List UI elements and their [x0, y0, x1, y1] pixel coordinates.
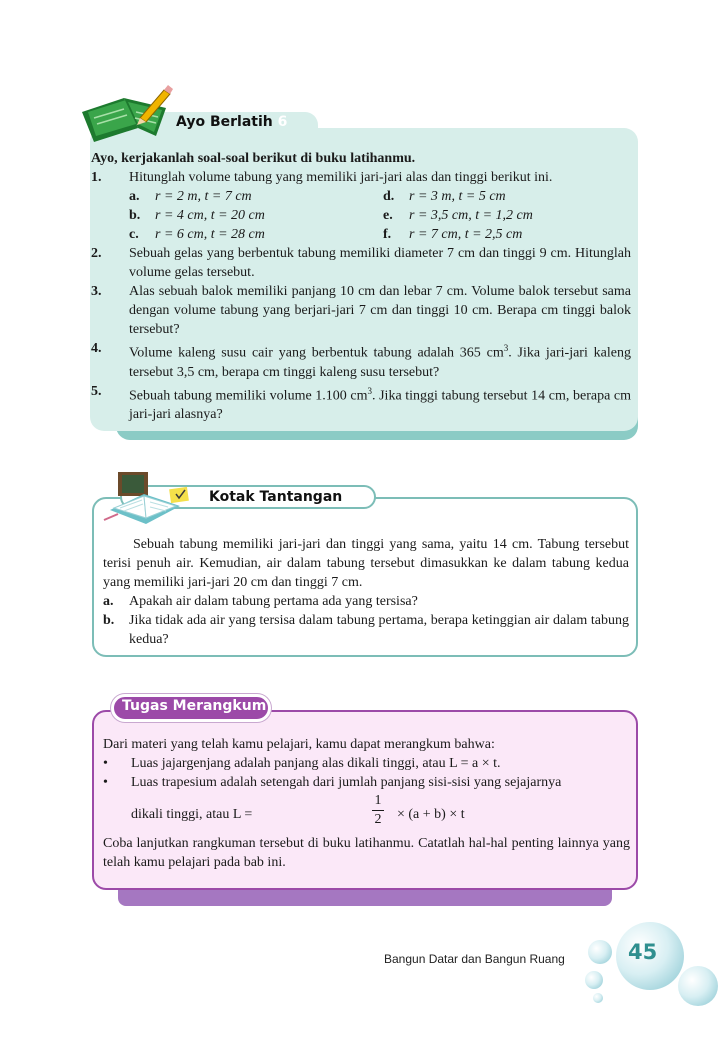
sub-question-f: f. r = 7 cm, t = 2,5 cm	[383, 227, 523, 242]
question-number: 5.	[91, 383, 102, 399]
question-text: Hitunglah volume tabung yang memiliki jari-jari alas dan tinggi berikut ini.	[129, 170, 553, 185]
challenge-item-label: b.	[103, 613, 115, 628]
sub-question-a: a. r = 2 m, t = 7 cm	[129, 189, 252, 204]
page-number: 45	[628, 940, 658, 964]
question-number: 3.	[91, 284, 102, 299]
challenge-item-label: a.	[103, 594, 114, 609]
challenge-paragraph: Sebuah tabung memiliki jari-jari dan tinggi yang sama, yaitu 14 cm. Tabung tersebut terisi penuh air. Kemudian, air dalam tabung tersebut dimasukkan ke dalam tabung kedua yang memiliki jari-jari 20 cm dan tinggi 7 cm.	[103, 537, 629, 590]
summary-closing: Coba lanjutkan rangkuman tersebut di buku latihanmu. Catatlah hal-hal penting lainnya yang telah kamu pelajari pada bab ini.	[103, 836, 630, 870]
kotak-tantangan-title: Kotak Tantangan	[209, 489, 343, 505]
question-2	[91, 244, 631, 282]
formula-prefix: dikali tinggi, atau L =	[131, 807, 253, 822]
fraction-denominator: 2	[374, 812, 382, 827]
question-number: 1.	[91, 170, 102, 185]
ayo-berlatih-number: 6	[277, 114, 288, 130]
sub-question-row	[91, 206, 631, 225]
question-text: Sebuah tabung memiliki volume 1.100 $cm^3$. Jika tinggi tabung tersebut 14 cm, berapa cm jari-jari alasnya?	[129, 385, 631, 423]
question-number: 4.	[91, 341, 102, 356]
fraction-numerator: 1	[372, 792, 384, 811]
fraction-one-half	[372, 792, 384, 829]
ayo-berlatih-intro: Ayo, kerjakanlah soal-soal berikut di buku latihanmu.	[91, 151, 416, 166]
bullet: •	[103, 775, 108, 790]
summary-bullet-1	[103, 754, 630, 773]
open-book-icon	[100, 470, 200, 526]
decorative-bubbles-icon	[580, 900, 728, 1046]
sub-question-d: d. r = 3 m, t = 5 cm	[383, 189, 506, 204]
challenge-item-text: Apakah air dalam tabung pertama ada yang tersisa?	[129, 594, 418, 609]
summary-bullet-text: Luas jajargenjang adalah panjang alas dikali tinggi, atau L = a × t.	[131, 756, 501, 771]
tugas-merangkum-title: Tugas Merangkum	[122, 698, 267, 714]
book-pencil-icon	[80, 82, 176, 144]
sub-question-row	[91, 187, 631, 206]
challenge-item-text: Jika tidak ada air yang tersisa dalam tabung pertama, berapa ketinggian air dalam tabung kedua?	[129, 613, 629, 647]
challenge-item-b	[103, 611, 629, 649]
question-number: 2.	[91, 246, 102, 261]
question-5	[91, 382, 631, 425]
summary-intro: Dari materi yang telah kamu pelajari, kamu dapat merangkum bahwa:	[103, 737, 495, 752]
challenge-item-a	[103, 592, 629, 611]
bullet: •	[103, 756, 108, 771]
question-text: Volume kaleng susu cair yang berbentuk tabung adalah 365 $cm^3$. Jika jari-jari kaleng tersebut 3,5 cm, berapa cm tinggi kaleng susu tersebut?	[129, 343, 631, 380]
sub-question-c: c. r = 6 cm, t = 28 cm	[129, 227, 265, 242]
kotak-tantangan-content	[103, 535, 629, 649]
trapezoid-formula	[103, 792, 630, 832]
ayo-berlatih-title: Ayo Berlatih 6	[176, 114, 288, 130]
summary-bullet-text: Luas trapesium adalah setengah dari jumlah panjang sisi-sisi yang sejajarnya	[131, 775, 562, 790]
ayo-berlatih-content	[91, 149, 631, 424]
question-3	[91, 282, 631, 339]
question-1	[91, 168, 631, 187]
question-text: Sebuah gelas yang berbentuk tabung memiliki diameter 7 cm dan tinggi 9 cm. Hitunglah volume gelas tersebut.	[129, 246, 631, 280]
sub-question-b: b. r = 4 cm, t = 20 cm	[129, 208, 265, 223]
summary-bullet-2	[103, 773, 630, 792]
formula-suffix: × (a + b) × t	[397, 807, 465, 822]
sub-question-e: e. r = 3,5 cm, t = 1,2 cm	[383, 208, 533, 223]
chapter-title: Bangun Datar dan Bangun Ruang	[384, 952, 565, 966]
question-text: Alas sebuah balok memiliki panjang 10 cm dan lebar 7 cm. Volume balok tersebut sama dengan volume tabung yang berjari-jari 7 cm dan tinggi 10 cm. Berapa cm tinggi balok tersebut?	[129, 284, 631, 337]
question-4	[91, 339, 631, 382]
tugas-merangkum-content	[103, 735, 630, 872]
sub-question-row	[91, 225, 631, 244]
